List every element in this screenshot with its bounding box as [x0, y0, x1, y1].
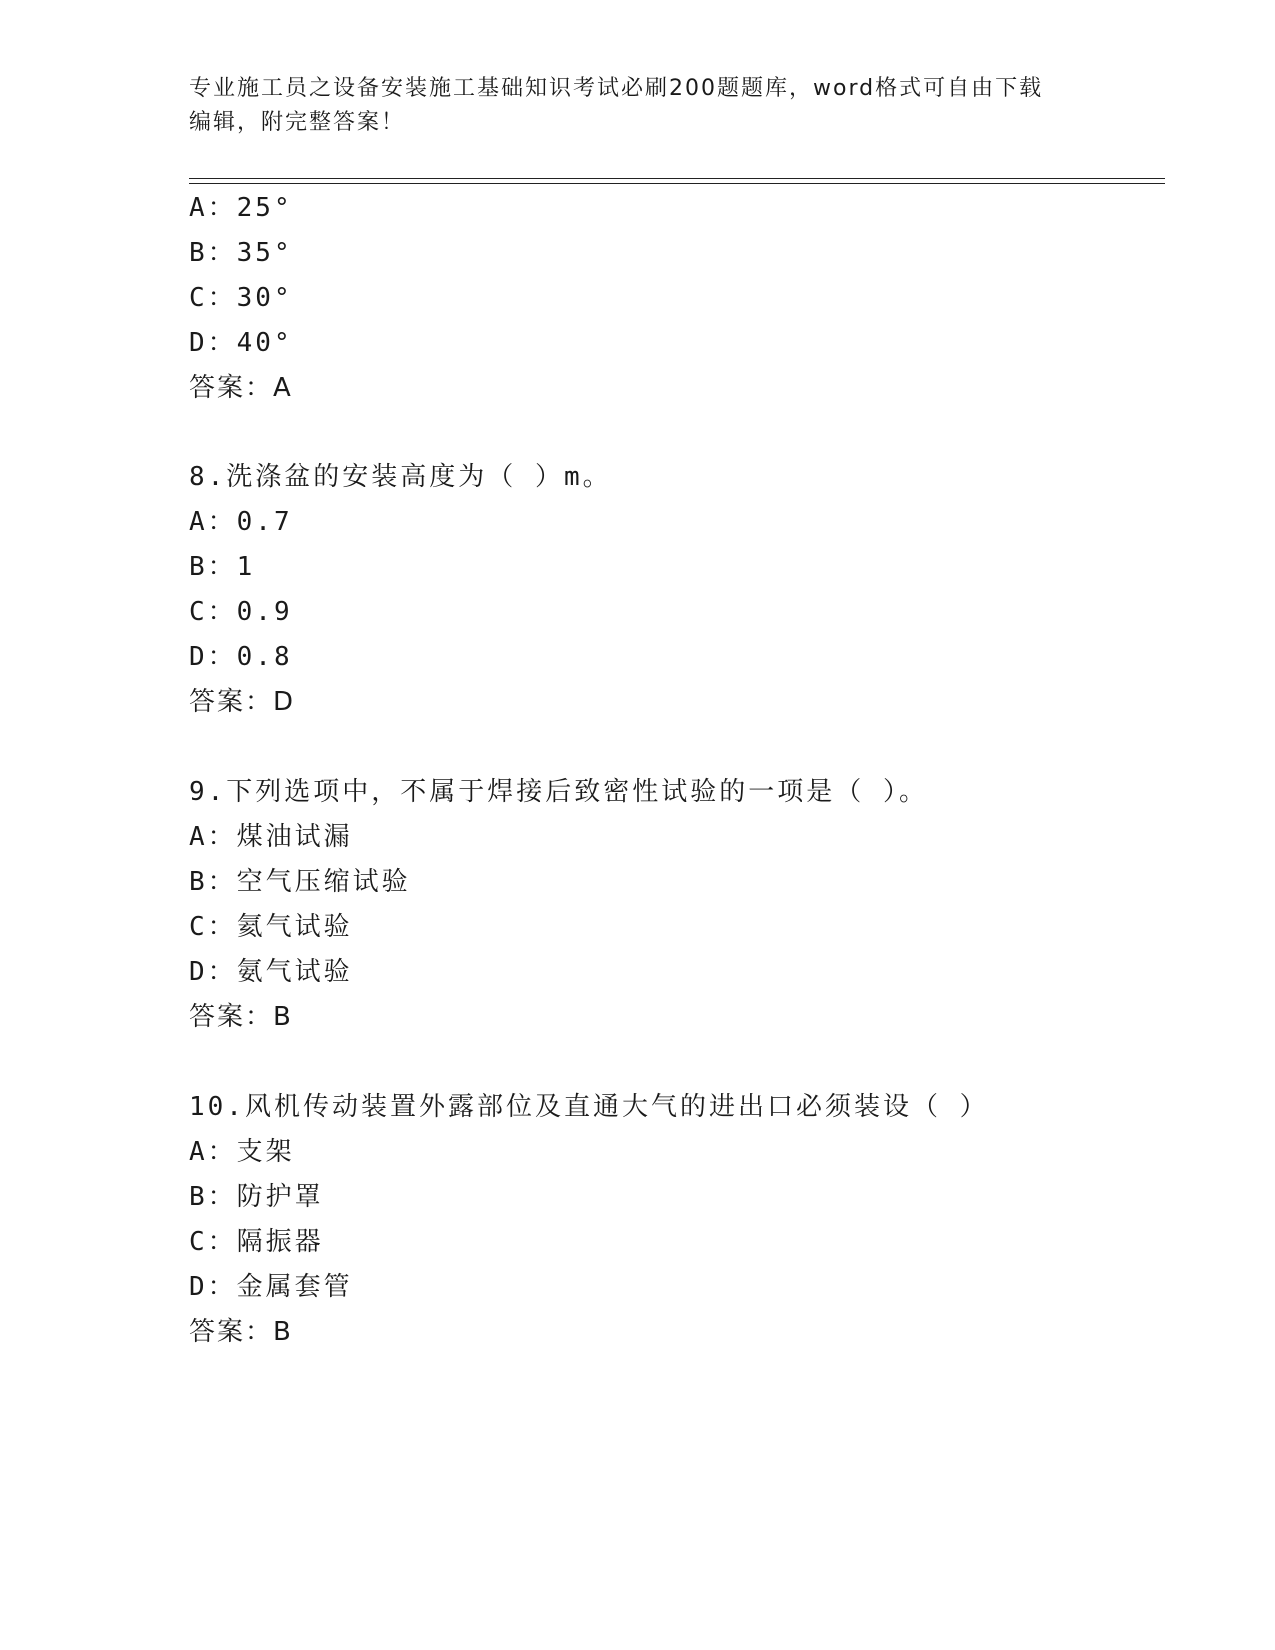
q10-option-a: A：支架 — [189, 1137, 295, 1167]
q7-option-d: D：40° — [189, 328, 293, 358]
q7-answer: 答案：A — [189, 373, 293, 403]
q9-option-b: B：空气压缩试验 — [189, 867, 411, 897]
header-title-line-2: 编辑，附完整答案！ — [189, 110, 406, 135]
q10-stem: 10.风机传动装置外露部位及直通大气的进出口必须装设（ ） — [189, 1092, 989, 1122]
header-divider-top — [189, 178, 1165, 179]
q8-option-b: B：1 — [189, 552, 256, 582]
header-title-line-1: 专业施工员之设备安装施工基础知识考试必刷200题题库，word格式可自由下载 — [189, 76, 1044, 101]
q9-option-d: D：氨气试验 — [189, 957, 353, 987]
q8-option-c: C：0.9 — [189, 597, 293, 627]
q7-option-b: B：35° — [189, 238, 293, 268]
document-header — [189, 72, 1089, 140]
q9-answer: 答案：B — [189, 1002, 293, 1032]
q9-option-a: A：煤油试漏 — [189, 822, 353, 852]
q8-option-a: A：0.7 — [189, 507, 293, 537]
q7-option-c: C：30° — [189, 283, 293, 313]
q10-option-c: C：隔振器 — [189, 1227, 324, 1257]
q8-stem: 8.洗涤盆的安装高度为（ ）m。 — [189, 462, 612, 492]
q10-option-b: B：防护罩 — [189, 1182, 324, 1212]
header-divider-bottom — [189, 183, 1165, 184]
q8-answer: 答案：D — [189, 687, 296, 717]
q8-option-d: D：0.8 — [189, 642, 293, 672]
q10-answer: 答案：B — [189, 1317, 293, 1347]
q7-option-a: A：25° — [189, 193, 293, 223]
q9-stem: 9.下列选项中，不属于焊接后致密性试验的一项是（ ）。 — [189, 777, 928, 807]
q9-option-c: C：氦气试验 — [189, 912, 353, 942]
q10-option-d: D：金属套管 — [189, 1272, 353, 1302]
